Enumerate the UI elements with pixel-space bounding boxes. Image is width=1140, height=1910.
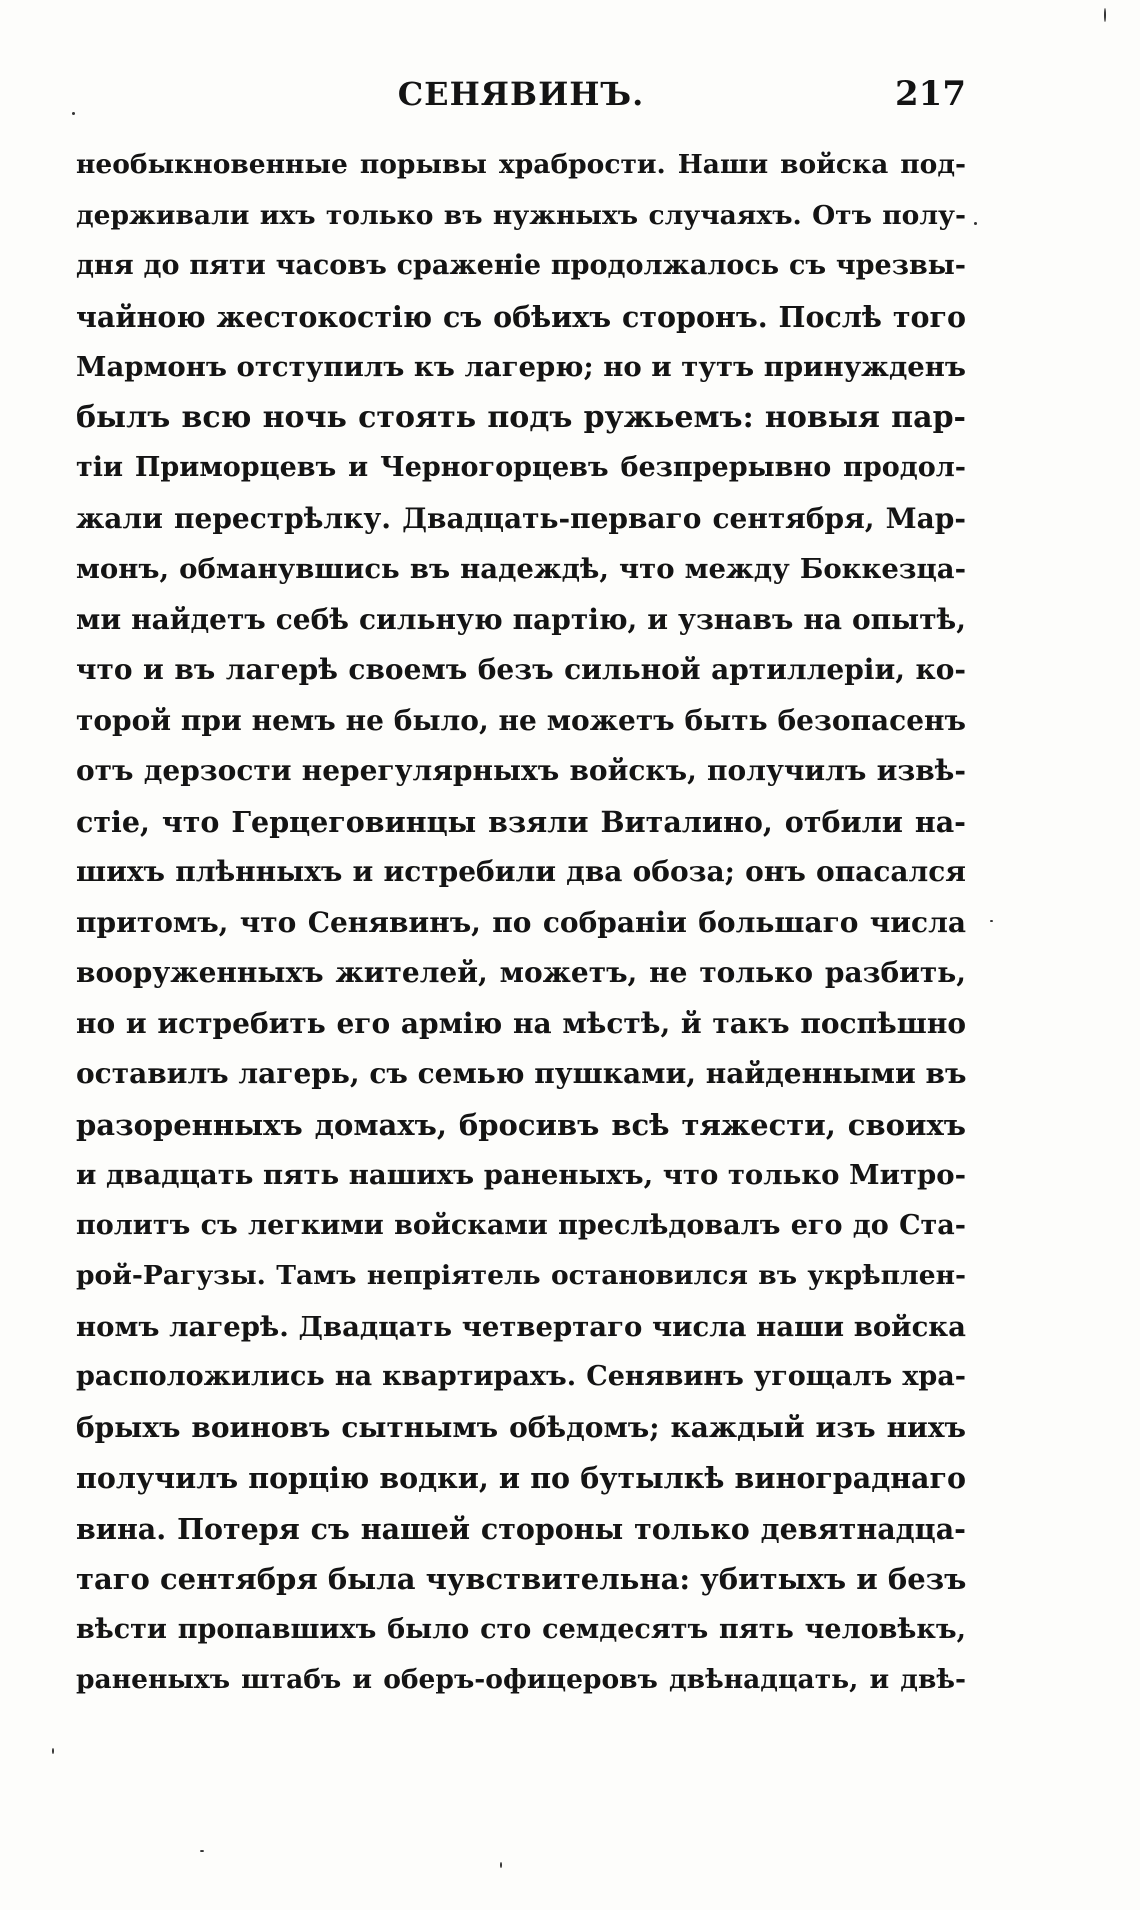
body-text [76,140,966,1706]
text-line: получилъ порцію водки, и по бутылкѣ винограднаго [76,1461,966,1495]
text-line: монъ, обманувшись въ надеждѣ, что между Боккезца- [76,553,966,585]
text-line: что и въ лагерѣ своемъ безъ сильной артиллеріи, ко- [76,653,966,686]
page-number: 217 [895,74,966,114]
text-line: шихъ плѣнныхъ и истребили два обоза; онъ опасался [76,855,966,888]
text-line: жали перестрѣлку. Двадцать-перваго сентября, Мар- [76,501,966,535]
text-line: рой-Рагузы. Тамъ непріятель остановился въ укрѣплен- [76,1260,966,1291]
running-title: СЕНЯВИНЪ. [397,75,645,113]
text-line: ми найдетъ себѣ сильную партію, и узнавъ на опытѣ, [76,602,966,636]
text-line: но и истребить его армію на мѣстѣ, й такъ поспѣшно [76,1006,966,1040]
scan-speck [990,920,993,922]
text-line: номъ лагерѣ. Двадцать четвертаго числа наши войска [76,1310,966,1343]
text-line: отъ дерзости нерегулярныхъ войскъ, получилъ извѣ- [76,754,966,787]
text-line: вооруженныхъ жителей, можетъ, не только разбить, [76,956,966,989]
scan-speck [1104,8,1106,22]
text-line: раненыхъ штабъ и оберъ-офицеровъ двѣнадцать, и двѣ- [76,1664,966,1695]
text-line: притомъ, что Сенявинъ, по собраніи большаго числа [76,905,966,939]
text-line: чайною жестокостію съ обѣихъ сторонъ. Послѣ того [76,299,966,334]
text-line: торой при немъ не было, не можетъ быть безопасенъ [76,703,966,737]
text-line: стіе, что Герцеговинцы взяли Виталино, отбили на- [76,804,966,839]
text-line: политъ съ легкими войсками преслѣдовалъ его до Ста- [76,1209,966,1241]
text-line: таго сентября была чувствительна: убитыхъ и безъ [76,1562,966,1596]
text-line: былъ всю ночь стоять подъ ружьемъ: новыя пар- [76,399,966,435]
running-head [76,72,966,116]
text-line: необыкновенные порывы храбрости. Наши войска под- [76,149,966,180]
scan-speck [72,112,75,115]
text-line: расположились на квартирахъ. Сенявинъ угощалъ хра- [76,1361,966,1392]
text-line: разоренныхъ домахъ, бросивъ всѣ тяжести, своихъ [76,1107,966,1142]
text-line: и двадцать пять нашихъ раненыхъ, что только Митро- [76,1159,966,1191]
scan-speck [52,1748,54,1754]
text-line: брыхъ воиновъ сытнымъ обѣдомъ; каждый изъ нихъ [76,1410,966,1444]
scan-speck [500,1862,502,1868]
text-line: оставилъ лагерь, съ семью пушками, найденными въ [76,1057,966,1090]
scan-speck [200,1850,204,1852]
text-line: держивали ихъ только въ нужныхъ случаяхъ. Отъ полу- [76,199,966,231]
text-line: тіи Приморцевъ и Черногорцевъ безпрерывно продол- [76,452,966,483]
scan-speck [974,222,977,225]
text-line: вѣсти пропавшихъ было сто семдесятъ пять человѣкъ, [76,1613,966,1645]
text-line: вина. Потеря съ нашей стороны только девятнадца- [76,1511,966,1546]
text-line: дня до пяти часовъ сраженіе продолжалось съ чрезвы- [76,250,966,281]
text-line: Мармонъ отступилъ къ лагерю; но и тутъ принужденъ [76,351,966,383]
